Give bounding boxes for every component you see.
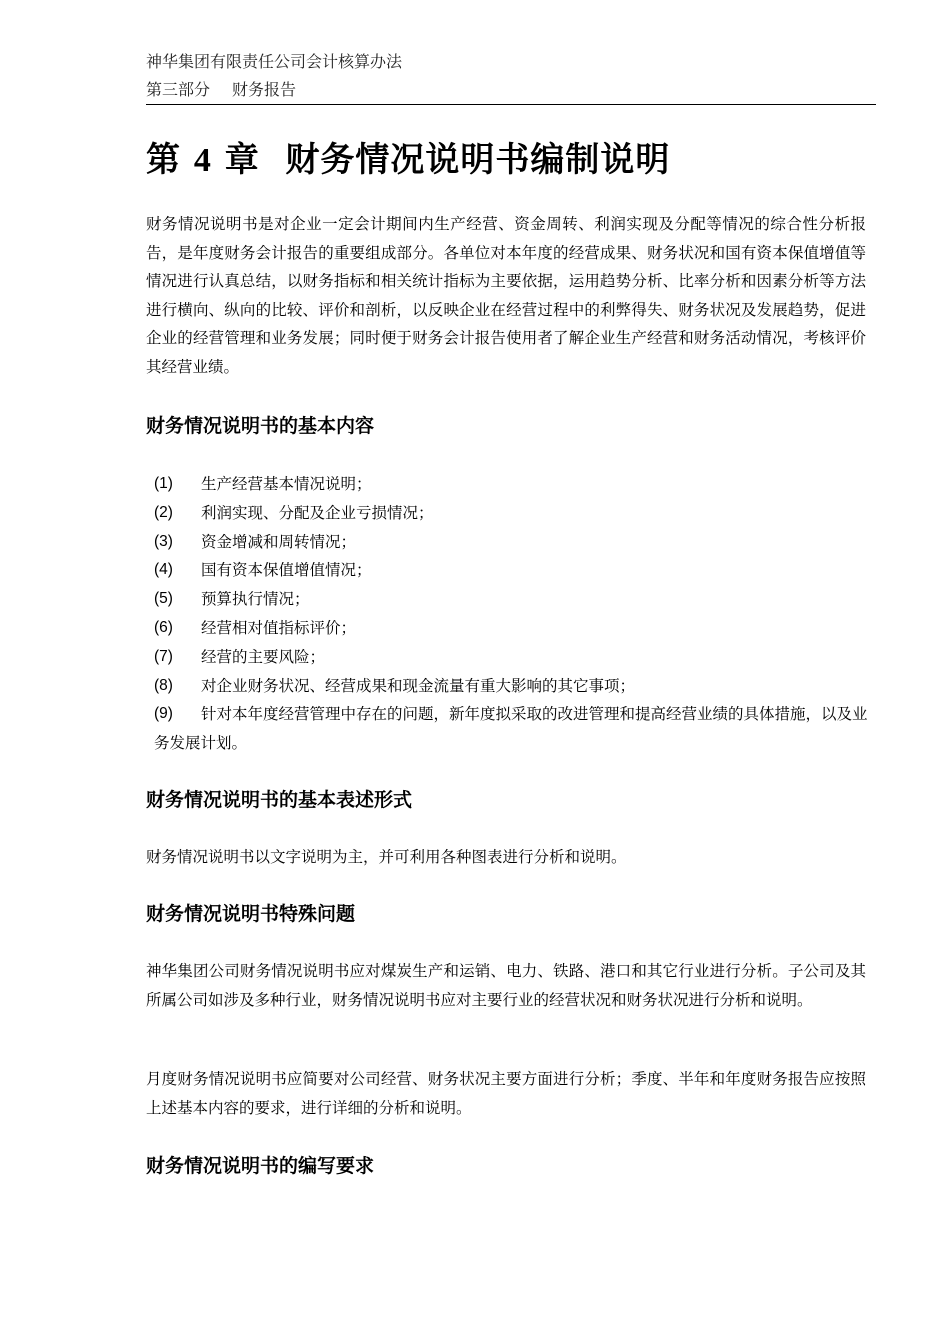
list-item (154, 672, 876, 701)
list-item (154, 643, 876, 672)
list-item-text: 经营的主要风险； (201, 647, 326, 666)
chapter-title (146, 136, 670, 185)
special-paragraph-2: 月度财务情况说明书应简要对公司经营、财务状况主要方面进行分析；季度、半年和年度财务报告应按照上述基本内容的要求，进行详细的分析和说明。 (146, 1070, 866, 1117)
section-heading-requirements: 财务情况说明书的编写要求 (146, 1155, 375, 1177)
list-item-text: 生产经营基本情况说明； (201, 475, 372, 493)
running-header (146, 50, 876, 102)
chapter-name: 财务情况说明书编制说明 (285, 140, 671, 180)
list-item-number: (6) (154, 618, 173, 636)
list-item-text: 资金增减和周转情况； (201, 532, 357, 551)
list-item-text: 预算执行情况； (201, 590, 310, 609)
header-divider (146, 104, 876, 105)
form-paragraph: 财务情况说明书以文字说明为主，并可利用各种图表进行分析和说明。 (146, 848, 627, 866)
intro-paragraph: 财务情况说明书是对企业一定会计期间内生产经营、资金周转、利润实现及分配等情况的综合性分析报告，是年度财务会计报告的重要组成部分。各单位对本年度的经营成果、财务状况和国有资本保值增值等情况进行认真总结，以财务指标和相关统计指标为主要依据，运用趋势分析、比率分析和因素分析等方法进行横向、纵向的比较、评价和剖析，以反映企业在经营过程中的利弊得失、财务状况及发展趋势，促进企业的经营管理和业务发展；同时便于财务会计报告使用者了解企业生产经营和财务活动情况，考核评价其经营业绩。 (146, 215, 866, 376)
list-item (154, 614, 876, 643)
list-item (154, 700, 876, 758)
list-item-text: 国有资本保值增值情况； (201, 561, 372, 580)
list-item-number: (7) (154, 647, 173, 665)
list-item-number: (8) (154, 676, 173, 694)
chapter-number: 4 (193, 142, 212, 179)
list-item-text: 经营相对值指标评价； (201, 618, 357, 637)
document-title: 神华集团有限责任公司会计核算办法 (146, 52, 403, 71)
list-item-number: (5) (154, 590, 173, 608)
list-item (154, 528, 876, 557)
part-line (146, 78, 876, 102)
chapter-prefix: 第 (146, 140, 181, 180)
list-item-text: 对企业财务状况、经营成果和现金流量有重大影响的其它事项； (201, 676, 636, 695)
list-item-number: (9) (154, 705, 173, 723)
list-item-number: (2) (154, 503, 173, 521)
list-item-text: 针对本年度经营管理中存在的问题，新年度拟采取的改进管理和提高经营业绩的具体措施，以及业务发展计划。 (154, 705, 868, 753)
list-item-number: (1) (154, 475, 173, 492)
list-item (154, 499, 876, 528)
list-item-number: (3) (154, 532, 173, 550)
list-item-number: (4) (154, 561, 173, 579)
part-label: 第三部分 (146, 80, 211, 99)
special-paragraph-1: 神华集团公司财务情况说明书应对煤炭生产和运销、电力、铁路、港口和其它行业进行分析。子公司及其所属公司如涉及多种行业，财务情况说明书应对主要行业的经营状况和财务状况进行分析和说明。 (146, 962, 866, 1009)
section-heading-basic-content: 财务情况说明书的基本内容 (146, 415, 375, 437)
chapter-suffix: 章 (224, 140, 260, 180)
section-heading-special: 财务情况说明书特殊问题 (146, 903, 356, 925)
section-label: 财务报告 (232, 80, 297, 99)
basic-content-list (154, 470, 876, 758)
list-item (154, 470, 876, 499)
list-item (154, 556, 876, 585)
list-item-text: 利润实现、分配及企业亏损情况； (201, 503, 434, 522)
section-heading-form: 财务情况说明书的基本表述形式 (146, 789, 413, 811)
list-item (154, 585, 876, 614)
